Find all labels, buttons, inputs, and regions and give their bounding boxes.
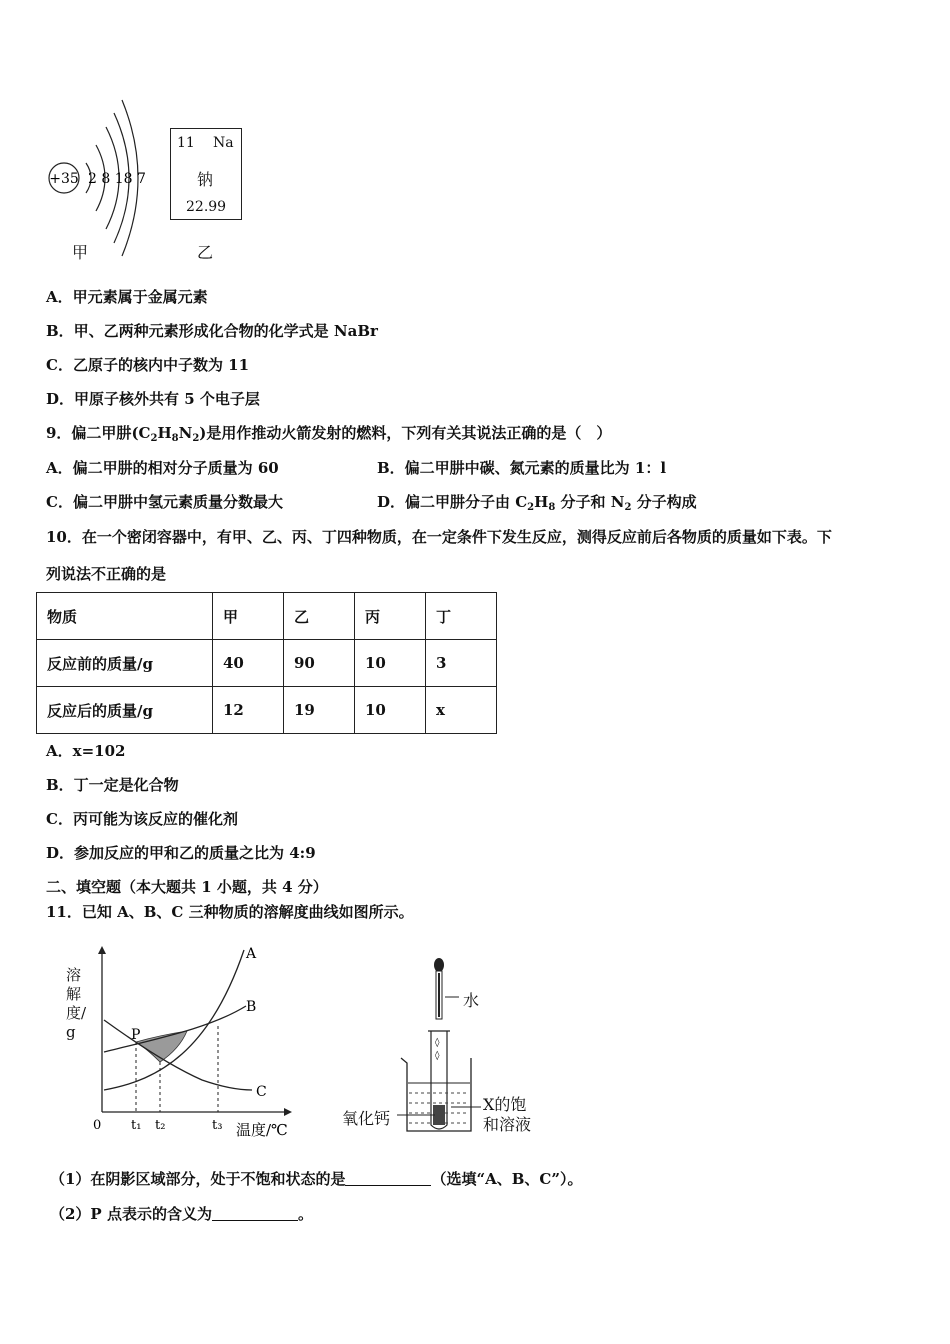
solution-label-line1: X的饱 [483, 1095, 527, 1114]
series-label: C [256, 1084, 267, 1100]
table-cell: 19 [284, 687, 355, 734]
table-cell: 反应前的质量/g [37, 640, 213, 687]
q9-option-b: B．偏二甲肼中碳、氮元素的质量比为 1：l [377, 459, 667, 477]
q8-option-a: A．甲元素属于金属元素 [46, 288, 208, 306]
table-row [37, 640, 497, 687]
series-label: A [246, 946, 257, 962]
curve-c [104, 1020, 252, 1090]
table-cell: 3 [426, 640, 497, 687]
electron-shell-counts: 2 8 18 7 [88, 171, 146, 187]
answer-blank[interactable] [212, 1206, 298, 1221]
table-cell: 10 [355, 640, 426, 687]
q10-stem-line2: 列说法不正确的是 [46, 565, 167, 583]
q10-option-b: B．丁一定是化合物 [46, 776, 179, 794]
table-header-row [37, 593, 497, 640]
figure-label-yi: 乙 [197, 243, 214, 262]
curve-a [104, 950, 244, 1090]
table-header-cell: 乙 [284, 593, 355, 640]
y-axis-arrow [98, 946, 106, 954]
element-symbol: Na [213, 135, 234, 151]
figure-label-jia: 甲 [72, 243, 89, 262]
table-cell: 90 [284, 640, 355, 687]
water-label: 水 [463, 991, 480, 1010]
q8-option-d: D．甲原子核外共有 5 个电子层 [46, 390, 260, 408]
table-cell: 12 [213, 687, 284, 734]
section-heading: 二、填空题（本大题共 1 小题，共 4 分） [46, 878, 328, 896]
q8-option-b: B．甲、乙两种元素形成化合物的化学式是 NaBr [46, 322, 378, 340]
drop-glyph: ◊ [435, 1038, 440, 1048]
q9-stem: 9．偏二甲肼$(C_2H_8N_2)$是用作推动火箭发射的燃料，下列有关其说法正确的是（ ） [46, 424, 612, 444]
atomic-mass: 22.99 [186, 199, 227, 215]
dropper-bulb [434, 958, 444, 972]
q10-option-d: D．参加反应的甲和乙的质量之比为 4:9 [46, 844, 316, 862]
q9-option-c: C．偏二甲肼中氢元素质量分数最大 [46, 493, 283, 511]
element-name: 钠 [197, 170, 214, 189]
table-header-cell: 丁 [426, 593, 497, 640]
solid-label: 氧化钙 [342, 1109, 391, 1128]
x-tick-label: t₂ [155, 1118, 166, 1133]
drop-glyph: ◊ [435, 1051, 440, 1061]
mass-table [36, 592, 497, 734]
table-cell: 10 [355, 687, 426, 734]
q11-part1: （1）在阴影区域部分，处于不饱和状态的是 （选填“A、B、C”）。 [50, 1170, 583, 1188]
q10-option-c: C．丙可能为该反应的催化剂 [46, 810, 238, 828]
x-tick-label: t₃ [212, 1118, 223, 1133]
table-cell: 40 [213, 640, 284, 687]
apparatus-figure [395, 955, 485, 1140]
table-cell: 反应后的质量/g [37, 687, 213, 734]
atomic-number: 11 [177, 135, 195, 151]
element-card [170, 128, 242, 220]
answer-blank[interactable] [345, 1171, 431, 1186]
x-tick-label: t₁ [131, 1118, 142, 1133]
table-header-cell: 甲 [213, 593, 284, 640]
q9-option-d: D．偏二甲肼分子由 $C_2H_8$ 分子和 $N_2$ 分子构成 [377, 493, 697, 513]
point-label: P [131, 1027, 141, 1043]
y-axis-label: 溶解度/g [66, 966, 87, 1041]
table-cell: x [426, 687, 497, 734]
solubility-chart [60, 940, 305, 1140]
q8-option-c: C．乙原子的核内中子数为 11 [46, 356, 250, 374]
solution-label-line2: 和溶液 [483, 1115, 532, 1134]
q10-stem-line1: 10．在一个密闭容器中，有甲、乙、丙、丁四种物质，在一定条件下发生反应，测得反应前后各物质的质量如下表。下 [46, 528, 832, 546]
q11-stem: 11．已知 A、B、C 三种物质的溶解度曲线如图所示。 [46, 903, 414, 921]
q9-option-a: A．偏二甲肼的相对分子质量为 60 [46, 459, 279, 477]
table-header-cell: 物质 [37, 593, 213, 640]
series-label: B [246, 999, 257, 1015]
table-row [37, 687, 497, 734]
q10-option-a: A．x=102 [46, 742, 126, 760]
x-axis-label: 温度/℃ [236, 1121, 288, 1139]
x-axis-arrow [284, 1108, 292, 1116]
q11-part2: （2）P 点表示的含义为 。 [50, 1205, 313, 1223]
table-header-cell: 丙 [355, 593, 426, 640]
nucleus-charge: +35 [49, 171, 79, 187]
atom-structure-figure [40, 95, 155, 265]
origin-label: 0 [93, 1118, 102, 1133]
